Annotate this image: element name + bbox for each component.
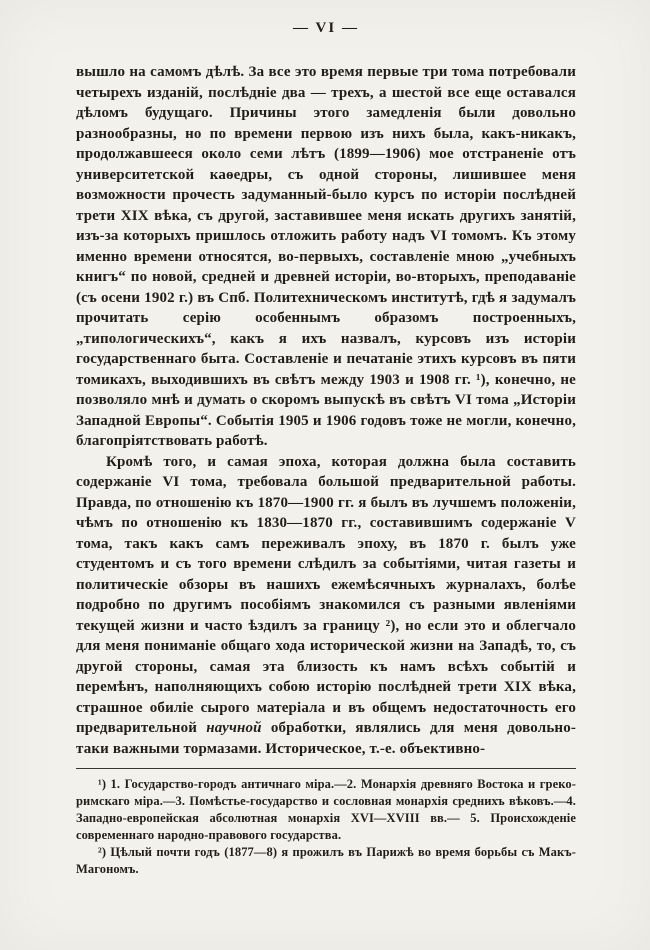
body-paragraph <box>76 62 576 452</box>
text-run: вышло на самомъ дѣлѣ. За все это время первые три тома потребовали четырехъ изданій, послѣдніе два — трехъ, а шестой все еще оставался дѣломъ будущаго. Причины этого замедленія были довольно разнообразны, но по времени первою изъ нихъ была, какъ-никакъ, продолжавшееся около семи лѣтъ (1899—1906) мое отстраненіе отъ университетской каѳедры, съ одной стороны, лишившее меня возможности прочесть задуманный-было курсъ по исторіи послѣдней трети XIX вѣка, съ другой, заставившее меня искать другихъ занятій, изъ-за которыхъ пришлось отложить работу надъ VI томомъ. Къ этому именно времени относятся, во-первыхъ, составленіе мною „учебныхъ книгъ“ по новой, средней и древней исторіи, во-вторыхъ, преподаваніе (съ осени 1902 г.) въ Спб. Политехническомъ институтѣ, гдѣ я задумалъ прочитать серію особеннымъ образомъ построенныхъ, „типологическихъ“, какъ я ихъ назвалъ, курсовъ изъ исторіи государственнаго быта. Составленіе и печатаніе этихъ курсовъ въ пяти томикахъ, выходившихъ въ свѣтъ между 1903 и 1908 гг. ¹), конечно, не позволяло мнѣ и думать о скоромъ выпускѣ въ свѣтъ VI тома „Исторіи Западной Европы“. Событія 1905 и 1906 годовъ тоже не могли, конечно, благопріятствовать работѣ. <box>76 64 576 449</box>
italic-text-run: научной <box>206 720 262 736</box>
body-text <box>76 62 576 759</box>
footnote-paragraph <box>76 776 576 844</box>
text-run: ¹) 1. Государство-городъ античнаго міра.—2. Монархія древняго Востока и греко-римскаго міра.—3. Помѣстье-государство и сословная монархія среднихъ вѣковъ.—4. Западно-европейская абсолютная монархія XVI—XVIII вв.— 5. Происхожденіе современнаго народно-правового государства. <box>76 777 576 842</box>
text-run: обработки, являлись для меня довольно-таки важными тормазами. Историческое, т.-е. объективно- <box>76 720 576 757</box>
body-paragraph <box>76 452 576 760</box>
text-run: ²) Цѣлый почти годъ (1877—8) я прожилъ въ Парижѣ во время борьбы съ Макъ-Магономъ. <box>76 845 576 876</box>
footnote-paragraph <box>76 844 576 878</box>
text-run: Кромѣ того, и самая эпоха, которая должна была составить содержаніе VI тома, требовала большой предварительной работы. Правда, по отношенію къ 1870—1900 гг. я былъ въ лучшемъ положеніи, чѣмъ по отношенію къ 1830—1870 гг., составившимъ содержаніе V тома, такъ какъ самъ переживалъ эпоху, въ 1870 г. былъ уже студентомъ и съ того времени слѣдилъ за событіями, читая газеты и политическіе обзоры въ нашихъ ежемѣсячныхъ журналахъ, болѣе подробно по другимъ пособіямъ знакомился съ разными явленіями текущей жизни и часто ѣздилъ за границу ²), но если это и облегчало для меня пониманіе общаго хода исторической жизни на Западѣ, то, съ другой стороны, самая эта близость къ намъ всѣхъ событій и перемѣнъ, наполняющихъ собою исторію послѣдней трети XIX вѣка, страшное обиліе сырого матеріала и въ общемъ недостаточность его предварительной <box>76 453 576 736</box>
footnotes <box>76 776 576 878</box>
page-number: — VI — <box>293 20 359 36</box>
footnote-separator <box>76 768 576 769</box>
page-header <box>76 18 576 38</box>
